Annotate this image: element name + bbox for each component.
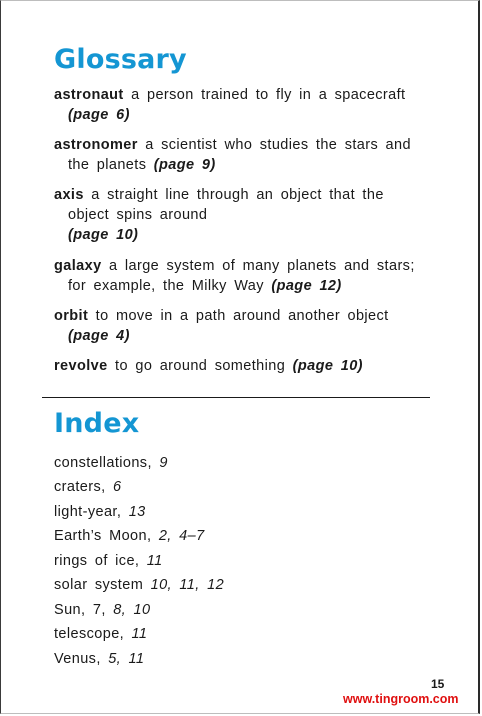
index-heading: Index bbox=[54, 408, 140, 439]
glossary-page-ref: (page 10) bbox=[68, 227, 139, 243]
index-pages: 11 bbox=[131, 626, 148, 642]
index-pages: 6 bbox=[112, 479, 122, 495]
index-pages: 8, 10 bbox=[113, 602, 151, 618]
glossary-page-ref: (page 4) bbox=[68, 328, 130, 344]
glossary-term: revolve bbox=[54, 358, 108, 374]
index-term: constellations, bbox=[54, 455, 152, 471]
page-number: 15 bbox=[431, 677, 445, 691]
glossary-heading: Glossary bbox=[54, 44, 187, 75]
index-entry bbox=[54, 502, 146, 522]
index-pages: 2, 4–7 bbox=[158, 528, 205, 544]
glossary-entry-astronaut bbox=[54, 85, 430, 125]
glossary-entry-orbit bbox=[54, 306, 430, 346]
index-pages: 10, 11, 12 bbox=[150, 577, 225, 593]
glossary-page-ref: (page 10) bbox=[292, 358, 363, 374]
index-pages: 5, 11 bbox=[108, 651, 145, 667]
index-term: light-year, bbox=[54, 504, 122, 520]
glossary-entry-axis bbox=[54, 185, 430, 245]
glossary-entry-revolve bbox=[54, 356, 430, 376]
glossary-term: axis bbox=[54, 187, 84, 203]
index-entry bbox=[54, 453, 168, 473]
index-term: Earth’s Moon, bbox=[54, 528, 152, 544]
index-entry bbox=[54, 600, 150, 620]
glossary-page-ref: (page 9) bbox=[153, 157, 216, 173]
index-term: Sun, 7, bbox=[54, 602, 106, 618]
glossary-definition: a large system of many planets and stars; for example, the Milky Way bbox=[68, 258, 415, 294]
index-term: rings of ice, bbox=[54, 553, 140, 569]
index-pages: 13 bbox=[128, 504, 146, 520]
section-divider bbox=[42, 397, 430, 398]
glossary-definition: a person trained to fly in a spacecraft bbox=[131, 87, 406, 103]
watermark: www.tingroom.com bbox=[343, 692, 459, 706]
glossary-entry-galaxy bbox=[54, 256, 430, 296]
index-entry bbox=[54, 477, 121, 497]
glossary-entry-astronomer bbox=[54, 135, 430, 175]
glossary-term: orbit bbox=[54, 308, 89, 324]
glossary-term: astronomer bbox=[54, 137, 138, 153]
index-entry bbox=[54, 526, 205, 546]
index-entry bbox=[54, 624, 147, 644]
glossary-page-ref: (page 6) bbox=[68, 107, 130, 123]
glossary-definition: to move in a path around another object bbox=[95, 308, 389, 324]
glossary-definition: a straight line through an object that the object spins around bbox=[68, 187, 384, 223]
index-term: craters, bbox=[54, 479, 106, 495]
glossary-definition: to go around something bbox=[115, 358, 286, 374]
index-entry bbox=[54, 551, 163, 571]
index-pages: 11 bbox=[146, 553, 163, 569]
index-entry bbox=[54, 649, 144, 669]
glossary-term: astronaut bbox=[54, 87, 124, 103]
glossary-page-ref: (page 12) bbox=[271, 278, 342, 294]
index-term: solar system bbox=[54, 577, 144, 593]
index-term: telescope, bbox=[54, 626, 125, 642]
index-entry bbox=[54, 575, 224, 595]
index-term: Venus, bbox=[54, 651, 101, 667]
glossary-definition: a scientist who studies the stars and the planets bbox=[68, 137, 411, 173]
index-pages: 9 bbox=[159, 455, 168, 471]
glossary-term: galaxy bbox=[54, 258, 102, 274]
